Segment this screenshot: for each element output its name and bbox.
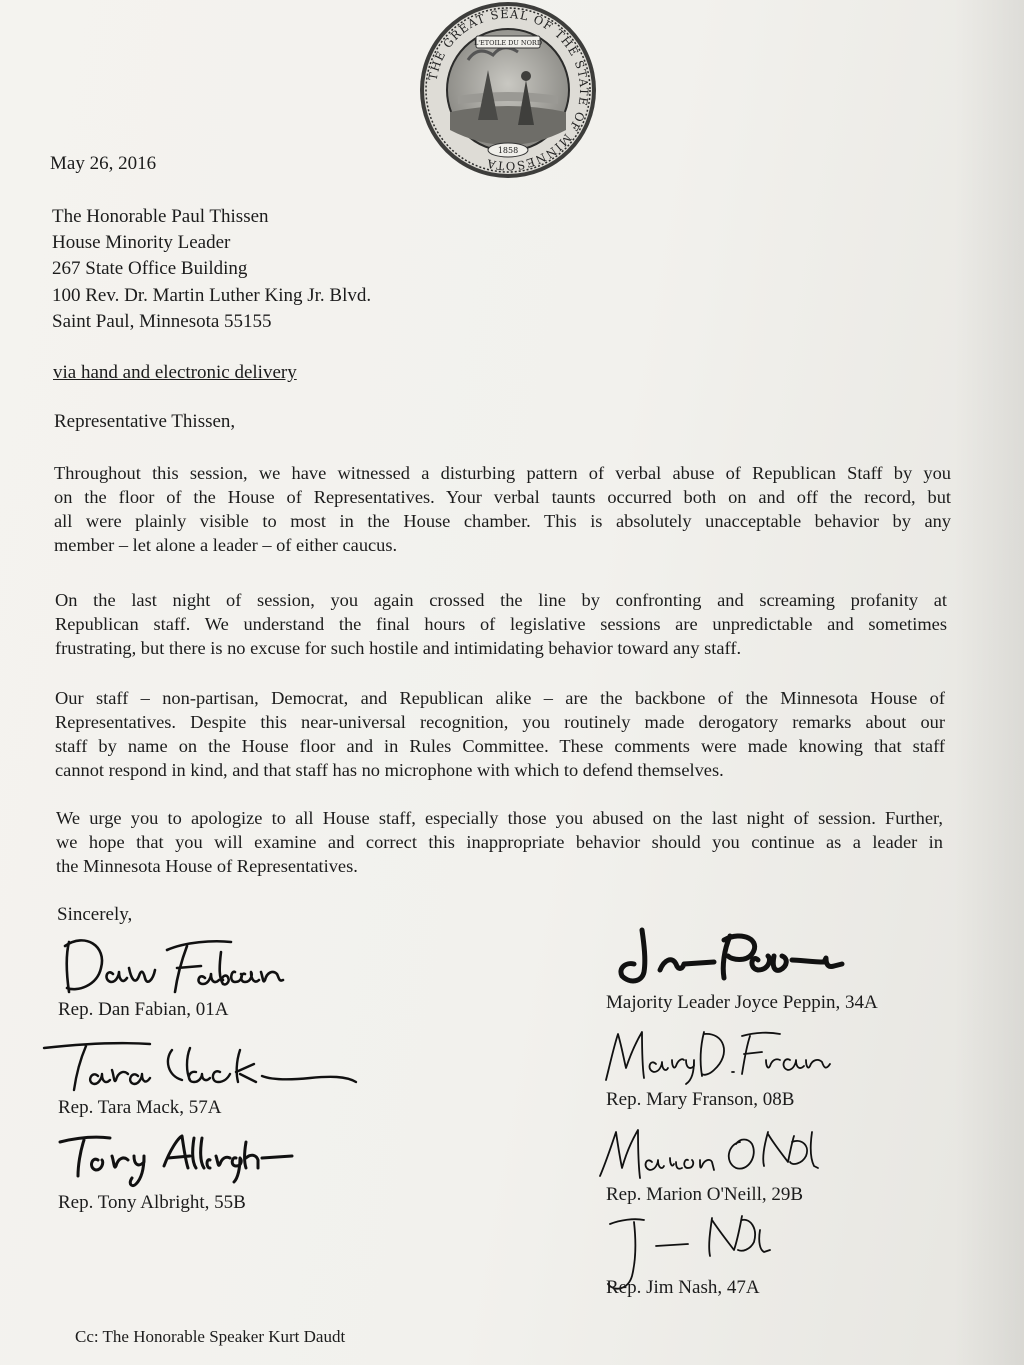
closing: Sincerely, [57, 904, 133, 925]
seal-year: 1858 [497, 146, 519, 155]
seal-ring-text: THE GREAT SEAL OF THE STATE OF MINNESOTA [425, 6, 592, 174]
recipient-line: Saint Paul, Minnesota 55155 [52, 311, 272, 332]
signatory-name: Rep. Tony Albright, 55B [58, 1192, 246, 1213]
paragraph-line: frustrating, but there is no excuse for such hostile and intimidating behavior toward any staff. [55, 638, 742, 658]
paragraph-line: On the last night of session, you again crossed the line by confronting and screaming profanity at [55, 590, 947, 610]
signatory-name: Rep. Tara Mack, 57A [58, 1097, 222, 1118]
recipient-line: 100 Rev. Dr. Martin Luther King Jr. Blvd. [52, 285, 372, 306]
body-paragraph-3 [55, 686, 945, 782]
signatory-name: Rep. Marion O'Neill, 29B [606, 1184, 804, 1205]
page-shadow [954, 0, 1024, 1365]
signature-dan-fabian [55, 928, 295, 1000]
paragraph-line: on the floor of the House of Representatives. Your verbal taunts occurred both on and off the record, but [54, 487, 951, 507]
recipient-line: The Honorable Paul Thissen [52, 206, 269, 227]
paragraph-line: the Minnesota House of Representatives. [56, 856, 358, 876]
paragraph-line: We urge you to apologize to all House staff, especially those you abused on the last night of session. Further, [56, 808, 943, 828]
paragraph-line: staff by name on the House floor and in Rules Committee. These comments were made knowing that staff [55, 736, 945, 756]
paragraph-line: Representatives. Despite this near-universal recognition, you routinely made derogatory remarks about our [55, 712, 945, 732]
paragraph-line: Our staff – non-partisan, Democrat, and Republican alike – are the backbone of the Minnesota House of [55, 688, 945, 708]
signatory-name: Rep. Mary Franson, 08B [606, 1089, 795, 1110]
body-paragraph-1 [54, 461, 951, 557]
recipient-line: 267 State Office Building [52, 258, 248, 279]
signature-tara-mack [40, 1036, 360, 1096]
state-seal-text [418, 0, 598, 180]
delivery-method: via hand and electronic delivery [53, 362, 297, 383]
signatory-name: Rep. Dan Fabian, 01A [58, 999, 229, 1020]
paragraph-line: all were plainly visible to most in the House chamber. This is absolutely unacceptable behavior by any [54, 511, 951, 531]
signature-joyce-peppin [612, 920, 852, 990]
paragraph-line: Republican staff. We understand the final hours of legislative sessions are unpredictable and sometimes [55, 614, 947, 634]
paragraph-line: we hope that you will examine and correct this inappropriate behavior should you continue as a leader in [56, 832, 943, 852]
paragraph-line: cannot respond in kind, and that staff has no microphone with which to defend themselves. [55, 760, 724, 780]
body-paragraph-4 [56, 806, 943, 878]
signature-mary-franson [600, 1024, 840, 1088]
signatory-name: Majority Leader Joyce Peppin, 34A [606, 992, 878, 1013]
paragraph-line: member – let alone a leader – of either caucus. [54, 535, 398, 555]
signature-marion-oneill [596, 1122, 836, 1186]
seal-motto: L'ETOILE DU NORD [473, 39, 543, 47]
signature-tony-albright [56, 1130, 296, 1192]
salutation: Representative Thissen, [54, 411, 236, 432]
paragraph-line: Throughout this session, we have witnessed a disturbing pattern of verbal abuse of Republican Staff by you [54, 463, 951, 483]
cc-line: Cc: The Honorable Speaker Kurt Daudt [75, 1327, 346, 1346]
letter-date: May 26, 2016 [50, 153, 157, 174]
signatory-name: Rep. Jim Nash, 47A [606, 1277, 760, 1298]
recipient-line: House Minority Leader [52, 232, 231, 253]
body-paragraph-2 [55, 588, 947, 660]
